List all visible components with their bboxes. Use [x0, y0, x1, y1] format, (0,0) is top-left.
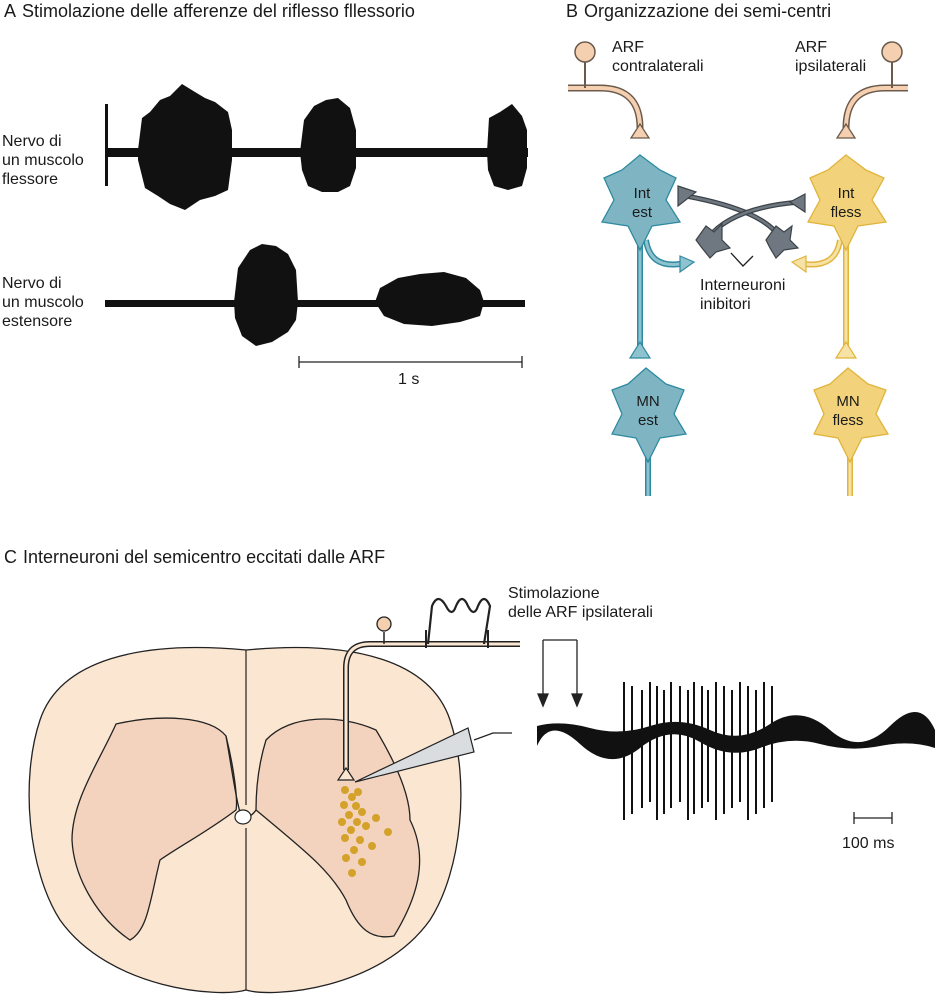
stimulation-label: [508, 584, 653, 622]
int-est-line: Int: [633, 185, 651, 202]
int-est-label: [624, 184, 660, 222]
arf-ipsi-line: ipsilaterali: [795, 58, 867, 75]
panel-a-letter: A: [4, 1, 17, 21]
stimulus-arrows: [538, 640, 582, 706]
panel-a-scale-bar: [299, 356, 522, 368]
interneuron-dot: [350, 846, 358, 854]
interneuron-dot: [341, 834, 349, 842]
flexor-label-line: flessore: [2, 171, 59, 188]
interneuron-dot: [352, 802, 360, 810]
mn-est-line: est: [637, 412, 658, 429]
interneuron-dot: [348, 869, 356, 877]
interneuron-dot: [338, 818, 346, 826]
int-fless-label: [826, 184, 866, 222]
extensor-label-line: estensore: [2, 313, 73, 330]
panel-b-title: [566, 2, 831, 21]
mn-fless-line: fless: [832, 412, 864, 429]
arf-contra-line: ARF: [612, 39, 644, 56]
extensor-nerve-trace: [105, 244, 525, 346]
interneuron-dot: [347, 826, 355, 834]
panel-c-scale-label: 100 ms: [842, 835, 895, 852]
interneuron-dot: [362, 822, 370, 830]
panel-c-title-text: Interneuroni del semicentro eccitati dalle ARF: [23, 547, 386, 567]
panel-a-scale-label: 1 s: [398, 371, 420, 388]
int-est-line: est: [631, 204, 652, 221]
mn-est-neuron: [612, 368, 686, 496]
panel-b-letter: B: [566, 1, 579, 21]
panel-a-title: [4, 2, 415, 21]
interneuron-dot: [384, 828, 392, 836]
arf-contra-label: [612, 38, 704, 76]
flexor-label-line: Nervo di: [2, 133, 62, 150]
mn-fless-neuron: [814, 368, 888, 496]
mn-fless-line: MN: [836, 393, 860, 410]
panel-c-letter: C: [4, 547, 17, 567]
interneuron-dot: [372, 814, 380, 822]
panel-c-scale-bar: [854, 812, 892, 824]
spinal-cord-section: [29, 648, 461, 993]
arf-ipsi-line: ARF: [795, 39, 827, 56]
mn-est-label: [628, 392, 668, 430]
int-fless-line: Int: [837, 185, 855, 202]
interneuron-dot: [341, 786, 349, 794]
flexor-nerve-label: [2, 132, 84, 189]
interneuron-dot: [342, 854, 350, 862]
panel-c-title: [4, 548, 385, 567]
stim-line: Stimolazione: [508, 585, 600, 602]
interneuron-dot: [356, 836, 364, 844]
stimulating-electrode-coil: [426, 599, 490, 648]
panel-b-title-text: Organizzazione dei semi-centri: [584, 1, 832, 21]
flexor-nerve-trace: [105, 84, 528, 210]
interneuron-dot: [358, 858, 366, 866]
interneuron-dot: [345, 811, 353, 819]
arf-contra-line: contralaterali: [612, 58, 704, 75]
interneuron-dot: [340, 801, 348, 809]
mn-fless-label: [826, 392, 870, 430]
interneuron-dot: [354, 788, 362, 796]
inhibitory-interneurons: [678, 186, 805, 266]
stim-line: delle ARF ipsilaterali: [508, 604, 653, 621]
panel-a-title-text: Stimolazione delle afferenze del riflesso fllessorio: [22, 1, 415, 21]
extensor-label-line: Nervo di: [2, 275, 62, 292]
inhib-line: inibitori: [700, 296, 751, 313]
inhibitory-interneurons-label: [700, 276, 785, 314]
extensor-label-line: un muscolo: [2, 294, 84, 311]
interneuron-dot: [368, 842, 376, 850]
mn-est-line: MN: [636, 393, 660, 410]
recorded-spike-trace: [537, 682, 935, 820]
interneuron-dot: [358, 808, 366, 816]
extensor-nerve-label: [2, 274, 84, 331]
inhib-line: Interneuroni: [700, 277, 786, 294]
flexor-label-line: un muscolo: [2, 152, 84, 169]
arf-ipsi-label: [795, 38, 866, 76]
int-fless-line: fless: [830, 204, 862, 221]
interneuron-dot: [353, 818, 361, 826]
